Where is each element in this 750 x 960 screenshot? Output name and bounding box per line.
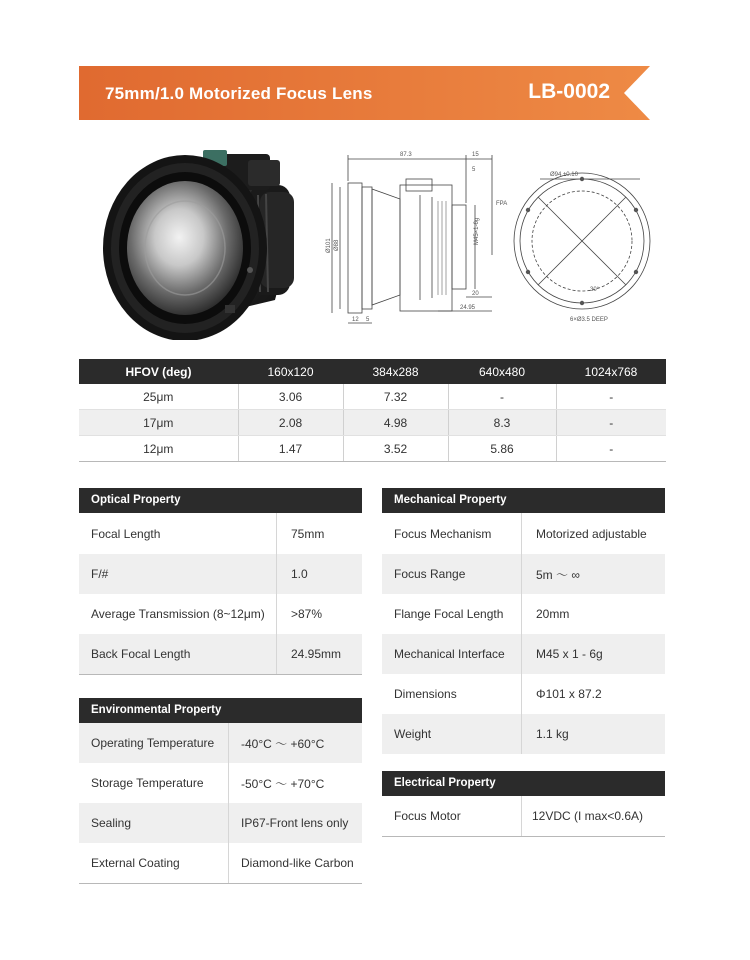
technical-drawing	[320, 145, 660, 335]
property-value: 12VDC (I max<0.6A)	[532, 809, 644, 823]
electrical-title: Electrical Property	[382, 771, 665, 796]
electrical-panel	[382, 771, 665, 837]
dim-angle: 30°	[590, 287, 600, 293]
hfov-header-cell: 640x480	[448, 359, 556, 384]
title-banner	[79, 66, 650, 120]
table-cell: 25μm	[79, 384, 238, 410]
list-item	[382, 796, 665, 836]
table-cell: -	[556, 384, 666, 410]
dim-15: 15	[472, 152, 479, 158]
mechanical-title: Mechanical Property	[382, 488, 665, 513]
property-label: Sealing	[79, 803, 229, 843]
dim-length: 87.3	[400, 152, 412, 158]
environmental-title: Environmental Property	[79, 698, 362, 723]
list-item	[79, 513, 362, 554]
list-item	[79, 843, 362, 883]
table-cell: 7.32	[343, 384, 448, 410]
property-label: Focus Motor	[382, 796, 522, 836]
property-value: Motorized adjustable	[536, 526, 647, 541]
dim-phi94: Ø94 ±0.10	[550, 172, 578, 178]
dim-5: 5	[472, 167, 476, 173]
dim-24-95: 24.95	[460, 305, 476, 311]
table-cell: 8.3	[448, 410, 556, 436]
property-value: Φ101 x 87.2	[536, 687, 602, 701]
table-cell: -	[556, 436, 666, 462]
hfov-header-cell: 384x288	[343, 359, 448, 384]
property-label: Mechanical Interface	[382, 634, 522, 674]
property-value: 5m ～ ∞	[536, 567, 580, 582]
table-cell: -	[556, 410, 666, 436]
dim-fpa: FPA	[496, 201, 508, 207]
optical-title: Optical Property	[79, 488, 362, 513]
property-label: Weight	[382, 714, 522, 754]
table-cell: 2.08	[238, 410, 343, 436]
property-value: -40°C ～ +60°C	[241, 736, 325, 751]
table-cell: 3.52	[343, 436, 448, 462]
property-value: 24.95mm	[291, 647, 342, 661]
property-label: Focal Length	[79, 513, 277, 554]
property-label: Back Focal Length	[79, 634, 277, 674]
property-label: Storage Temperature	[79, 763, 229, 803]
environmental-panel	[79, 698, 362, 884]
dim-phi88: Ø88	[334, 239, 340, 251]
product-code: LB-0002	[528, 80, 610, 103]
table-row	[79, 436, 666, 462]
property-value: IP67-Front lens only	[241, 816, 349, 830]
property-value: 20mm	[536, 607, 570, 621]
property-value: 1.0	[291, 567, 308, 581]
list-item	[382, 513, 665, 554]
table-cell: 1.47	[238, 436, 343, 462]
table-cell: -	[448, 384, 556, 410]
property-label: External Coating	[79, 843, 229, 883]
list-item	[79, 763, 362, 803]
list-item	[382, 634, 665, 674]
list-item	[382, 594, 665, 634]
property-label: Operating Temperature	[79, 723, 229, 763]
dim-5b: 5	[366, 317, 370, 323]
lens-photo	[100, 140, 300, 340]
property-label: Average Transmission (8~12μm)	[79, 594, 277, 634]
list-item	[79, 594, 362, 634]
property-label: Focus Range	[382, 554, 522, 594]
dim-20: 20	[472, 291, 479, 297]
dim-12: 12	[352, 317, 359, 323]
list-item	[382, 674, 665, 714]
property-value: 1.1 kg	[536, 727, 569, 741]
property-label: Flange Focal Length	[382, 594, 522, 634]
hfov-header-cell: 160x120	[238, 359, 343, 384]
table-row	[79, 410, 666, 436]
hfov-header-cell: 1024x768	[556, 359, 666, 384]
table-row	[79, 384, 666, 410]
hfov-header-row	[79, 359, 666, 384]
table-cell: 4.98	[343, 410, 448, 436]
list-item	[382, 554, 665, 594]
property-label: Focus Mechanism	[382, 513, 522, 554]
table-cell: 5.86	[448, 436, 556, 462]
property-value: >87%	[291, 607, 323, 621]
property-value: Diamond-like Carbon	[241, 856, 354, 870]
property-label: Dimensions	[382, 674, 522, 714]
product-title: 75mm/1.0 Motorized Focus Lens	[105, 84, 373, 103]
list-item	[79, 554, 362, 594]
list-item	[79, 723, 362, 763]
property-label: F/#	[79, 554, 277, 594]
dim-m45: M45×1-6g	[474, 217, 480, 245]
property-value: M45 x 1 - 6g	[536, 647, 603, 661]
list-item	[79, 803, 362, 843]
dim-phi101: Ø101	[326, 238, 332, 253]
table-cell: 3.06	[238, 384, 343, 410]
list-item	[79, 634, 362, 674]
hfov-table	[79, 359, 666, 462]
table-cell: 17μm	[79, 410, 238, 436]
property-value: 75mm	[291, 526, 325, 541]
dim-holes: 6×Ø3.5 DEEP	[570, 317, 608, 323]
list-item	[382, 714, 665, 754]
mechanical-panel	[382, 488, 665, 754]
table-cell: 12μm	[79, 436, 238, 462]
property-value: -50°C ～ +70°C	[241, 776, 325, 791]
optical-panel	[79, 488, 362, 675]
hfov-header-label: HFOV (deg)	[79, 359, 238, 384]
